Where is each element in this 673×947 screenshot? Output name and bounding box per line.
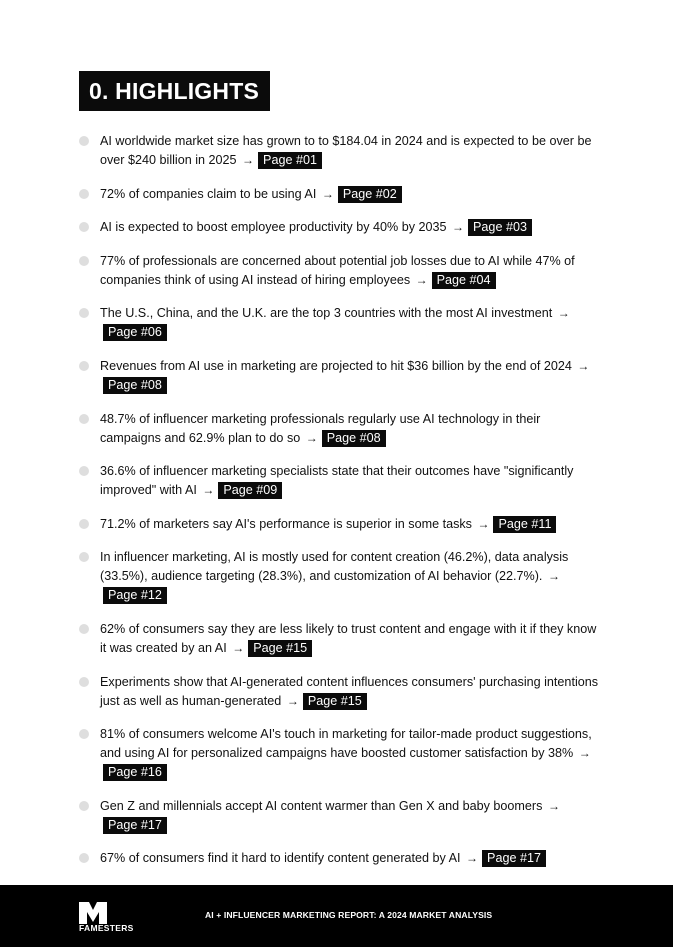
page-title: 0. HIGHLIGHTS [79,71,270,111]
highlight-text: Experiments show that AI-generated content influences consumers' purchasing intentions just as well as human-generated [100,674,599,708]
highlight-item [79,185,599,204]
arrow-right-icon: → [321,186,334,201]
arrow-right-icon: → [466,851,479,866]
arrow-right-icon: → [286,693,299,708]
bullet-icon [79,308,89,318]
bullet-icon [79,136,89,146]
highlight-text: Revenues from AI use in marketing are projected to hit $36 billion by the end of 2024 [100,358,572,373]
highlight-item [79,548,599,605]
highlight-text: 81% of consumers welcome AI's touch in marketing for tailor-made product suggestions, and using AI for personalized campaigns have boosted customer satisfaction by 38% [100,727,592,761]
highlight-text: 48.7% of influencer marketing professionals regularly use AI technology in their campaigns and 62.9% plan to do so [100,411,541,445]
highlight-text: 67% of consumers find it hard to identify content generated by AI [100,851,461,866]
page-reference-link[interactable]: Page #03 [468,219,532,236]
famesters-logo-icon [79,902,107,924]
highlight-item [79,304,599,342]
arrow-right-icon: → [452,220,465,235]
page-reference-link[interactable]: Page #17 [482,850,546,867]
highlight-text: 77% of professionals are concerned about potential job losses due to AI while 47% of companies think of using AI instead of hiring employees [100,253,575,287]
bullet-icon [79,256,89,266]
page-reference-link[interactable]: Page #15 [303,693,367,710]
arrow-right-icon: → [578,746,591,761]
highlight-item [79,462,599,500]
bullet-icon [79,624,89,634]
page-reference-link[interactable]: Page #15 [248,640,312,657]
arrow-right-icon: → [242,153,255,167]
highlight-text: AI worldwide market size has grown to to $184.04 in 2024 and is expected to be over be over $240 billion in 2025 [100,134,592,167]
page-reference-link[interactable]: Page #08 [103,377,167,394]
highlight-item [79,620,599,658]
highlight-item [79,849,599,868]
arrow-right-icon: → [202,483,215,498]
page-reference-link[interactable]: Page #06 [103,324,167,341]
bullet-icon [79,189,89,199]
page-reference-link[interactable]: Page #02 [338,186,402,203]
highlight-text: 36.6% of influencer marketing specialists state that their outcomes have "significantly improved" with AI [100,464,574,498]
page-reference-link[interactable]: Page #09 [218,482,282,499]
bullet-icon [79,466,89,476]
arrow-right-icon: → [547,569,560,584]
highlight-text: AI is expected to boost employee productivity by 40% by 2035 [100,220,447,235]
highlight-text: 71.2% of marketers say AI's performance is superior in some tasks [100,516,472,531]
highlight-item [79,410,599,448]
page-footer [0,885,673,947]
arrow-right-icon: → [547,798,560,813]
arrow-right-icon: → [415,272,428,287]
highlight-item [79,132,599,170]
page-reference-link[interactable]: Page #11 [493,516,556,533]
bullet-icon [79,414,89,424]
page-reference-link[interactable]: Page #04 [432,272,496,289]
highlight-item [79,515,599,534]
bullet-icon [79,677,89,687]
bullet-icon [79,801,89,811]
bullet-icon [79,729,89,739]
highlight-item [79,252,599,290]
highlight-item [79,725,599,782]
bullet-icon [79,519,89,529]
arrow-right-icon: → [577,358,590,373]
page-reference-link[interactable]: Page #17 [103,817,167,834]
highlight-text: The U.S., China, and the U.K. are the top 3 countries with the most AI investment [100,306,553,321]
highlight-item [79,218,599,237]
highlight-item [79,797,599,835]
bullet-icon [79,361,89,371]
highlight-text: 72% of companies claim to be using AI [100,186,317,201]
logo-text: FAMESTERS [79,923,134,933]
highlight-text: 62% of consumers say they are less likely to trust content and engage with it if they know it was created by an AI [100,621,597,655]
highlight-item [79,357,599,395]
report-title: AI + INFLUENCER MARKETING REPORT: A 2024 MARKET ANALYSIS [205,910,493,920]
page-reference-link[interactable]: Page #08 [322,430,386,447]
page-reference-link[interactable]: Page #12 [103,587,167,604]
page-reference-link[interactable]: Page #16 [103,764,167,781]
bullet-icon [79,552,89,562]
bullet-icon [79,222,89,232]
highlight-text: Gen Z and millennials accept AI content warmer than Gen X and baby boomers [100,798,543,813]
highlight-item [79,673,599,711]
highlights-list [79,132,599,868]
arrow-right-icon: → [232,640,245,655]
bullet-icon [79,853,89,863]
highlight-text: In influencer marketing, AI is mostly used for content creation (46.2%), data analysis (33.5%), audience targeting (28.3%), and customization of AI behavior (22.7%). [100,550,569,584]
page-reference-link[interactable]: Page #01 [258,152,322,169]
arrow-right-icon: → [557,306,570,321]
arrow-right-icon: → [305,430,318,445]
arrow-right-icon: → [477,516,490,531]
